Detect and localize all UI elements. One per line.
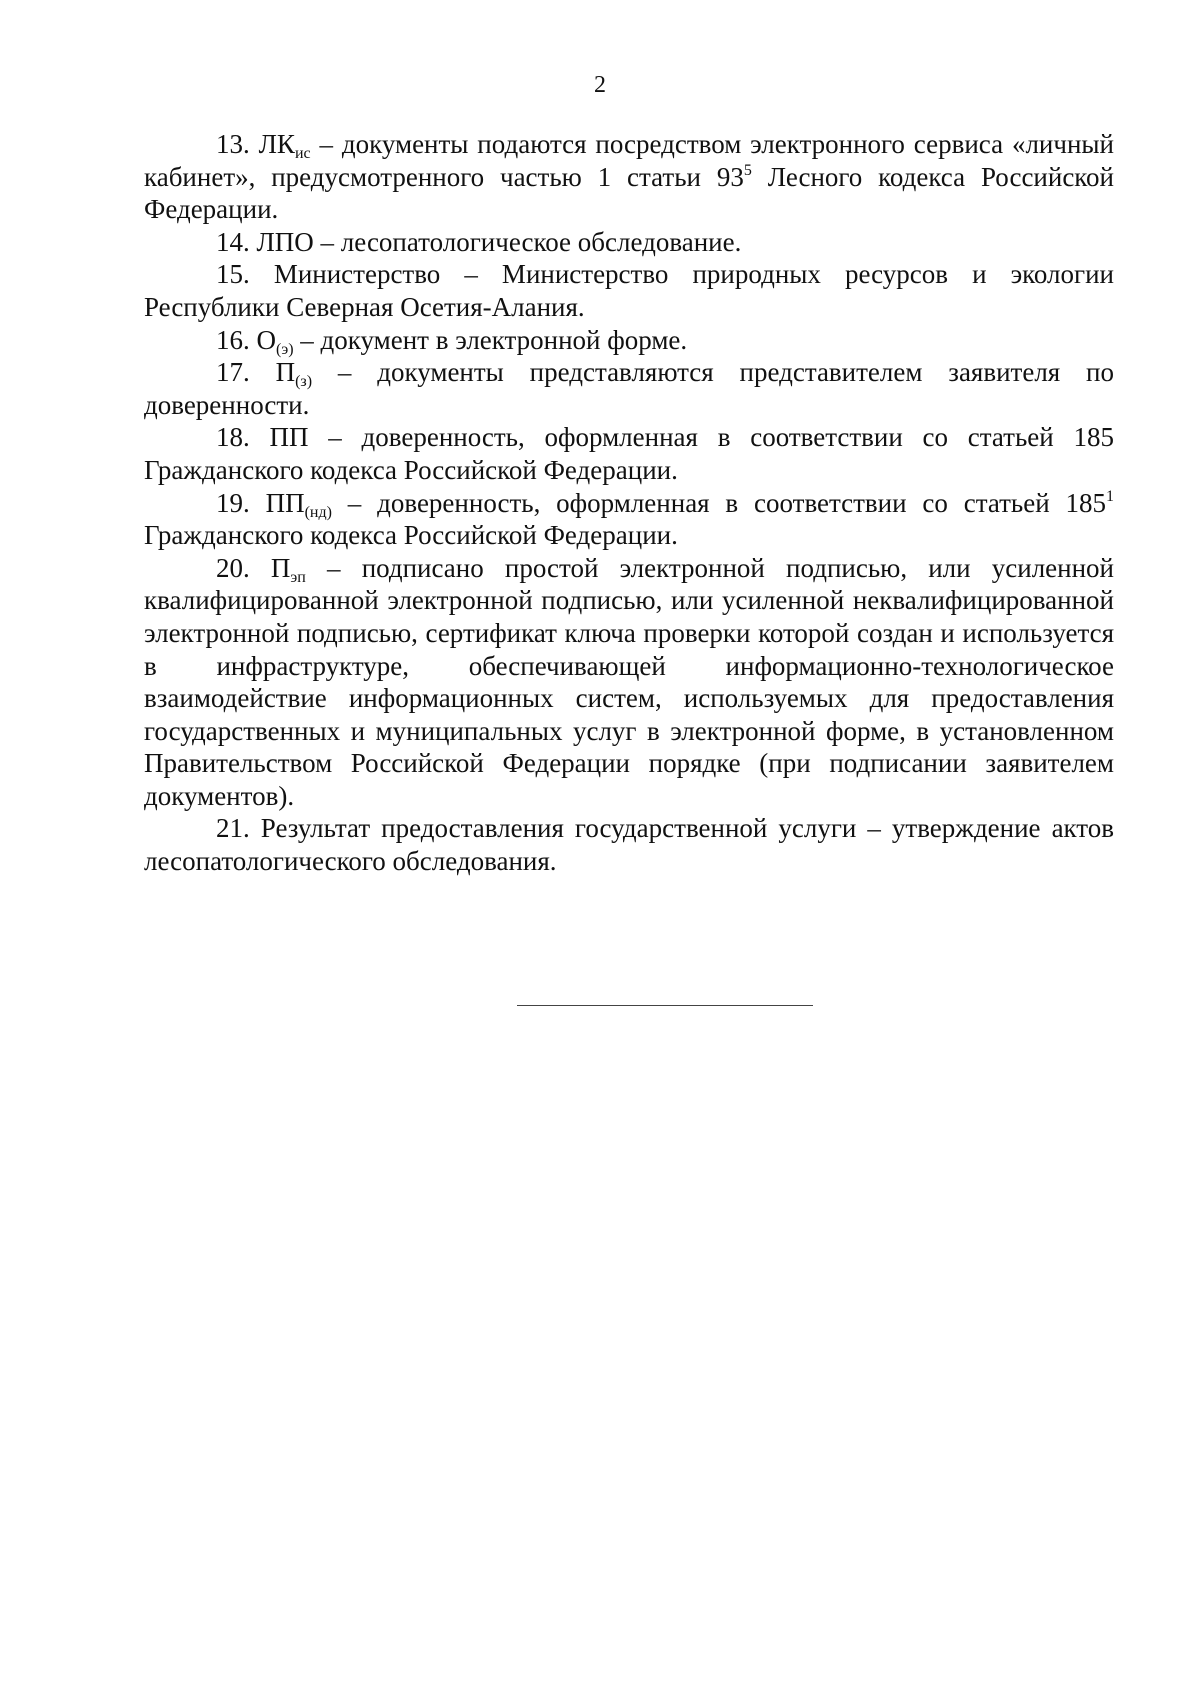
item-number: 15. [216,259,250,290]
definition-item-19 [144,487,1114,552]
term: ЛК [258,129,295,159]
term: О [256,324,276,355]
definition-text: Министерство – Министерство природных ресурсов и экологии Республики Северная Осетия-Алания. [144,259,1115,322]
definition-text: ПП – доверенность, оформленная в соответствии со статьей 185 Гражданского кодекса Российской Федерации. [144,422,1114,485]
item-number: 20. [216,552,250,583]
definition-item-13 [144,128,1114,226]
term-subscript: (з) [295,373,313,391]
definition-item-16 [144,324,1114,357]
term-subscript: ис [294,145,311,162]
definition-text-continued: Гражданского кодекса Российской Федерации. [144,520,678,551]
end-of-document-rule [517,1005,813,1006]
item-number: 18. [216,422,250,453]
definition-text: – документы представляются представителем заявителя по доверенности. [144,357,1115,420]
definition-text: – доверенность, оформленная в соответствии со статьей 185 [331,487,1107,518]
article-superscript: 1 [1106,487,1115,505]
term: ПП [265,487,305,518]
item-number: 13. [216,129,250,159]
item-number: 16. [216,324,250,355]
definition-item-20 [144,552,1114,813]
definition-text: – подписано простой электронной подписью, или усиленной квалифицированной электронной подписью, или усиленной неквалифицированной электронной подписью, сертификат ключа проверки которой создан и используется в инфраструктуре, обеспечивающей информационно-технологическое взаимодействие информационных систем, используемых для предоставления государственных и муниципальных услуг в электронной форме, в установленном Правительством Российской Федерации порядке (при подписании заявителем документов). [144,552,1115,811]
definition-text: Результат предоставления государственной услуги – утверждение актов лесопатологического обследования. [144,813,1115,877]
page-number: 2 [594,72,606,98]
document-body [144,128,1114,878]
item-number: 14. [216,226,250,257]
definition-text: ЛПО – лесопатологическое обследование. [256,226,742,257]
definition-text: – документы подаются посредством электронного сервиса «личный кабинет», предусмотренного частью 1 статьи 93 [144,129,1114,192]
definition-item-18 [144,421,1114,486]
definition-item-14 [144,226,1114,259]
definition-item-17 [144,356,1114,421]
term: П [275,357,296,388]
definition-text: – документ в электронной форме. [293,324,688,355]
article-superscript: 5 [743,161,752,179]
term-subscript: эп [290,568,306,586]
term-subscript: (нд) [304,503,332,521]
definition-text-continued: Лесного кодекса Российской Федерации. [144,161,1114,225]
term-subscript: (э) [276,340,294,358]
item-number: 21. [216,813,250,844]
definition-item-15 [144,258,1114,323]
item-number: 17. [216,357,250,388]
definition-item-21 [144,812,1114,877]
term: П [270,552,291,583]
item-number: 19. [216,487,250,518]
